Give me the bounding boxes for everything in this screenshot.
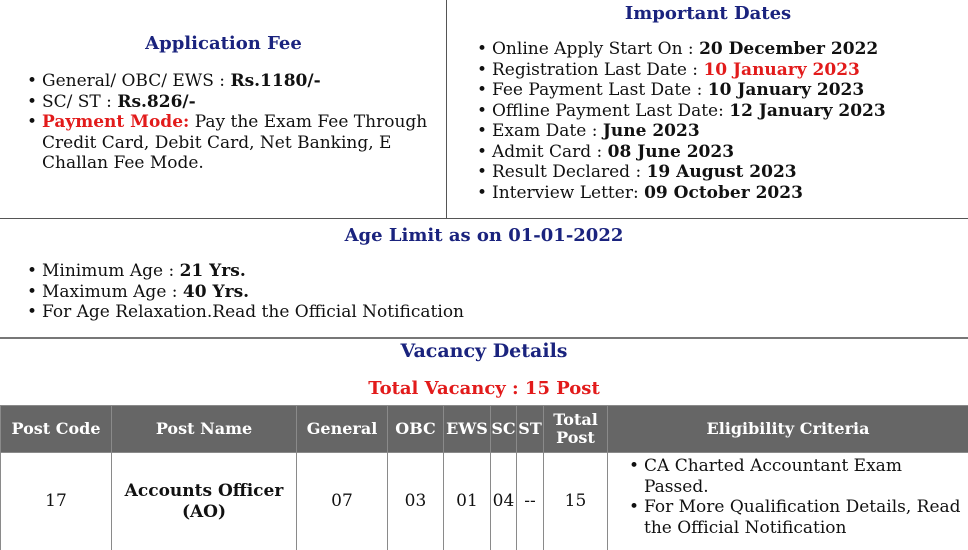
application-fee-panel bbox=[0, 0, 447, 219]
cell-post-code: 17 bbox=[1, 453, 112, 550]
application-fee-title: Application Fee bbox=[145, 33, 302, 54]
payment-mode-item bbox=[26, 112, 444, 174]
date-item: • Fee Payment Last Date : 10 January 2023 bbox=[476, 80, 966, 101]
table-header-row bbox=[1, 406, 968, 453]
vacancy-details-title: Vacancy Details bbox=[400, 340, 568, 362]
col-total-post: Total Post bbox=[544, 406, 608, 453]
total-vacancy: Total Vacancy : 15 Post bbox=[368, 378, 600, 399]
cell-total-post: 15 bbox=[544, 453, 608, 550]
registration-last-date: 10 January 2023 bbox=[703, 59, 860, 80]
cell-obc: 03 bbox=[388, 453, 444, 550]
cell-eligibility bbox=[608, 453, 968, 550]
col-eligibility: Eligibility Criteria bbox=[608, 406, 968, 453]
age-item: • Maximum Age : 40 Yrs. bbox=[26, 282, 926, 303]
age-item: • Minimum Age : 21 Yrs. bbox=[26, 261, 926, 282]
important-dates-list bbox=[476, 39, 966, 203]
eligibility-item: • CA Charted Accountant Exam Passed. bbox=[628, 456, 968, 497]
payment-mode-label: Payment Mode: bbox=[42, 112, 190, 132]
payment-mode-text: Pay the Exam Fee Through Credit Card, Debit Card, Net Banking, E Challan Fee Mode. bbox=[42, 112, 428, 173]
cell-st: -- bbox=[517, 453, 544, 550]
date-item: • Result Declared : 19 August 2023 bbox=[476, 162, 966, 183]
col-ews: EWS bbox=[444, 406, 491, 453]
date-item: • Exam Date : June 2023 bbox=[476, 121, 966, 142]
age-item: • For Age Relaxation.Read the Official Notification bbox=[26, 302, 926, 323]
age-limit-title: Age Limit as on 01-01-2022 bbox=[344, 225, 624, 246]
age-limit-list bbox=[26, 261, 926, 323]
cell-ews: 01 bbox=[444, 453, 491, 550]
age-limit-section bbox=[0, 219, 968, 339]
important-dates-title: Important Dates bbox=[624, 3, 792, 24]
cell-general: 07 bbox=[297, 453, 388, 550]
important-dates-panel bbox=[448, 0, 968, 219]
eligibility-list bbox=[628, 456, 968, 538]
col-st: ST bbox=[517, 406, 544, 453]
date-item: • Offline Payment Last Date: 12 January 2023 bbox=[476, 101, 966, 122]
cell-sc: 04 bbox=[491, 453, 517, 550]
table-row bbox=[1, 453, 968, 550]
cell-post-name: Accounts Officer (AO) bbox=[112, 453, 297, 550]
col-post-name: Post Name bbox=[112, 406, 297, 453]
col-obc: OBC bbox=[388, 406, 444, 453]
col-general: General bbox=[297, 406, 388, 453]
fee-item: • General/ OBC/ EWS : Rs.1180/- bbox=[26, 71, 444, 92]
col-post-code: Post Code bbox=[1, 406, 112, 453]
date-item: • Online Apply Start On : 20 December 2022 bbox=[476, 39, 966, 60]
date-item: • Registration Last Date : 10 January 2023 bbox=[476, 60, 966, 81]
date-item: • Interview Letter: 09 October 2023 bbox=[476, 183, 966, 204]
vacancy-table bbox=[0, 405, 968, 550]
fee-item: • SC/ ST : Rs.826/- bbox=[26, 92, 444, 113]
eligibility-item: • For More Qualification Details, Read the Official Notification bbox=[628, 497, 968, 538]
application-fee-list bbox=[26, 71, 444, 174]
date-item: • Admit Card : 08 June 2023 bbox=[476, 142, 966, 163]
col-sc: SC bbox=[491, 406, 517, 453]
fee-dates-section bbox=[0, 0, 968, 219]
